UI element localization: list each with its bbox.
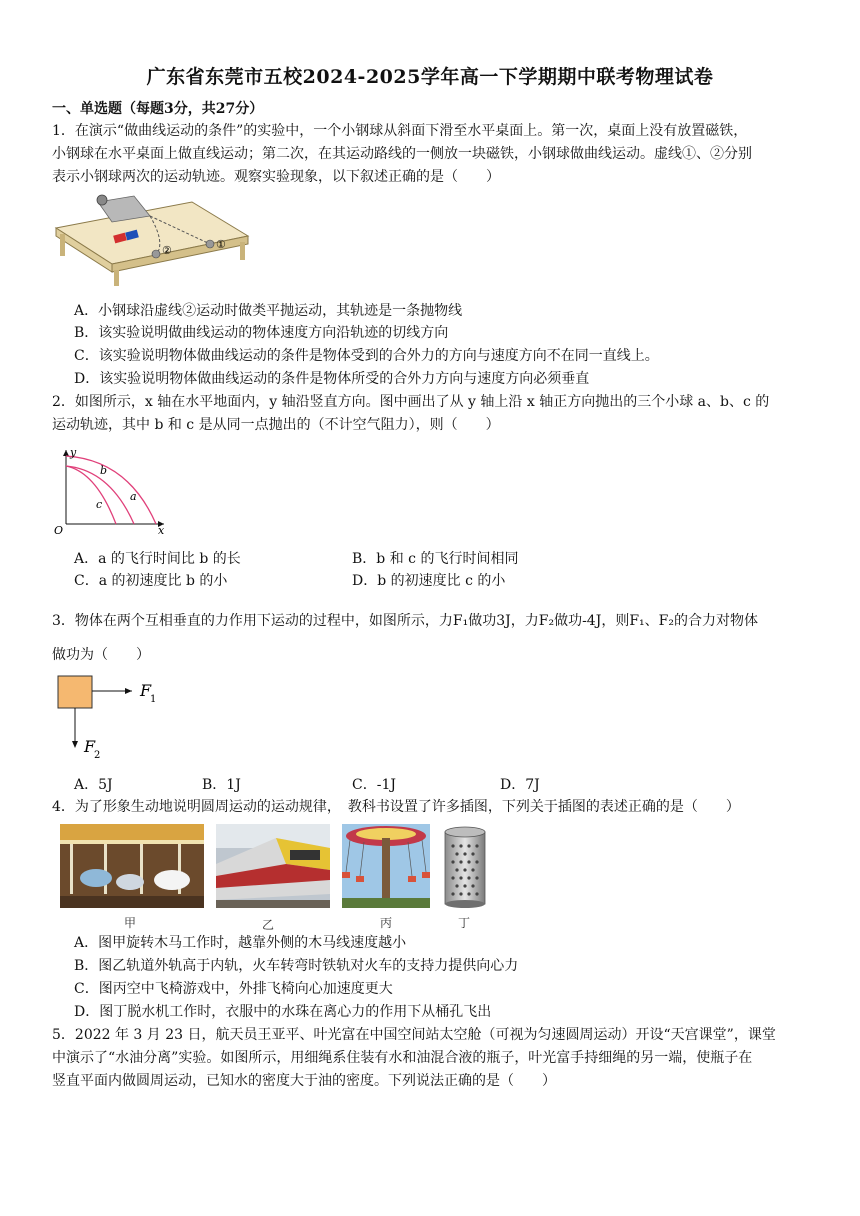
q4-caption-yi: 乙 xyxy=(262,918,275,932)
section-heading: 一、单选题（每题3分，共27分） xyxy=(52,101,264,117)
question-3-text xyxy=(52,604,812,672)
q3-option-b[interactable]: B．1J xyxy=(202,777,241,793)
q2-axis-y: y xyxy=(70,446,77,459)
q4-option-d[interactable]: D．图丁脱水机工作时，衣服中的水珠在离心力的作用下从桶孔飞出 xyxy=(74,1004,492,1020)
question-1-text xyxy=(52,120,812,189)
q4-line1: 4．为了形象生动地说明圆周运动的运动规律， 教科书设置了许多插图，下列关于插图的表述正确的是（ ） xyxy=(52,799,740,815)
q3-line1: 3．物体在两个互相垂直的力作用下运动的过程中，如图所示，力F₁做功3J，力F₂做功-4J，则F₁、F₂的合力对物体 xyxy=(52,613,758,629)
q2-option-b[interactable]: B．b 和 c 的飞行时间相同 xyxy=(352,551,519,567)
question-5-text xyxy=(52,1024,812,1093)
q5-line3: 竖直平面内做圆周运动，已知水的密度大于油的密度。下列说法正确的是（ ） xyxy=(52,1073,556,1089)
q5-line1: 5．2022 年 3 月 23 日，航天员王亚平、叶光富在中国空间站太空舱（可视为匀速圆周运动）开设“天宫课堂”，课堂 xyxy=(52,1027,776,1043)
q1-option-d[interactable]: D．该实验说明物体做曲线运动的条件是物体所受的合外力方向与速度方向必须垂直 xyxy=(74,371,590,387)
q1-line1: 1．在演示“做曲线运动的条件”的实验中，一个小钢球从斜面下滑至水平桌面上。第一次，桌面上没有放置磁铁， xyxy=(52,123,748,139)
q3-option-d[interactable]: D．7J xyxy=(500,777,540,793)
q4-option-b[interactable]: B．图乙轨道外轨高于内轨，火车转弯时铁轨对火车的支持力提供向心力 xyxy=(74,958,519,974)
q1-option-a[interactable]: A．小钢球沿虚线②运动时做类平抛运动，其轨迹是一条抛物线 xyxy=(74,303,463,319)
q3-label-f1: F xyxy=(140,681,152,700)
exam-title: 广东省东莞市五校2024-2025学年高一下学期期中联考物理试卷 xyxy=(146,66,714,88)
q2-line2: 运动轨迹，其中 b 和 c 是从同一点抛出的（不计空气阻力），则（ ） xyxy=(52,417,500,433)
question-4-text xyxy=(52,796,812,819)
q2-label-c: c xyxy=(96,498,103,511)
q4-caption-ding: 丁 xyxy=(458,916,471,930)
q3-label-f2: F xyxy=(84,737,96,756)
q2-option-c[interactable]: C．a 的初速度比 b 的小 xyxy=(74,573,228,589)
q3-label-f1-sub: 1 xyxy=(150,694,157,705)
q4-option-a[interactable]: A．图甲旋转木马工作时，越靠外侧的木马线速度越小 xyxy=(74,935,407,951)
q4-caption-bing: 丙 xyxy=(380,916,393,930)
q2-figure-projectile-paths xyxy=(52,444,172,534)
q1-figure-table-magnet xyxy=(52,192,252,290)
q3-figure-forces xyxy=(52,670,172,766)
q2-option-a[interactable]: A．a 的飞行时间比 b 的长 xyxy=(74,551,241,567)
q3-option-c[interactable]: C．-1J xyxy=(352,777,396,793)
q4-image-spin-drum xyxy=(440,824,490,910)
question-2-text xyxy=(52,391,812,437)
q2-line1: 2．如图所示，x 轴在水平地面内，y 轴沿竖直方向。图中画出了从 y 轴上沿 x 轴正方向抛出的三个小球 a、b、c 的 xyxy=(52,394,770,410)
q2-origin: O xyxy=(54,524,64,534)
q1-fig-label-1: ① xyxy=(216,238,226,251)
q3-option-a[interactable]: A．5J xyxy=(74,777,113,793)
q3-label-f2-sub: 2 xyxy=(94,750,101,761)
q4-image-carousel xyxy=(60,824,204,908)
q4-image-train xyxy=(216,824,330,908)
q4-image-swing-ride xyxy=(342,824,430,908)
q2-label-b: b xyxy=(100,464,108,477)
q4-option-c[interactable]: C．图丙空中飞椅游戏中，外排飞椅向心加速度更大 xyxy=(74,981,393,997)
q5-line2: 中演示了“水油分离”实验。如图所示，用细绳系住装有水和油混合液的瓶子，叶光富手持细绳的另一端，使瓶子在 xyxy=(52,1050,753,1066)
q1-line2: 小钢球在水平桌面上做直线运动；第二次，在其运动路线的一侧放一块磁铁，小钢球做曲线运动。虚线①、②分别 xyxy=(52,146,752,162)
q1-option-c[interactable]: C．该实验说明物体做曲线运动的条件是物体受到的合外力的方向与速度方向不在同一直线上。 xyxy=(74,348,659,364)
q2-axis-x: x xyxy=(158,524,165,534)
q2-option-d[interactable]: D．b 的初速度比 c 的小 xyxy=(352,573,506,589)
q1-fig-label-2: ② xyxy=(162,244,172,257)
q1-line3: 表示小钢球两次的运动轨迹。观察实验现象，以下叙述正确的是（ ） xyxy=(52,169,500,185)
q1-option-b[interactable]: B．该实验说明做曲线运动的物体速度方向沿轨迹的切线方向 xyxy=(74,325,449,341)
q4-caption-jia: 甲 xyxy=(124,916,137,930)
q2-label-a: a xyxy=(130,490,137,503)
q3-line2: 做功为（ ） xyxy=(52,647,150,663)
